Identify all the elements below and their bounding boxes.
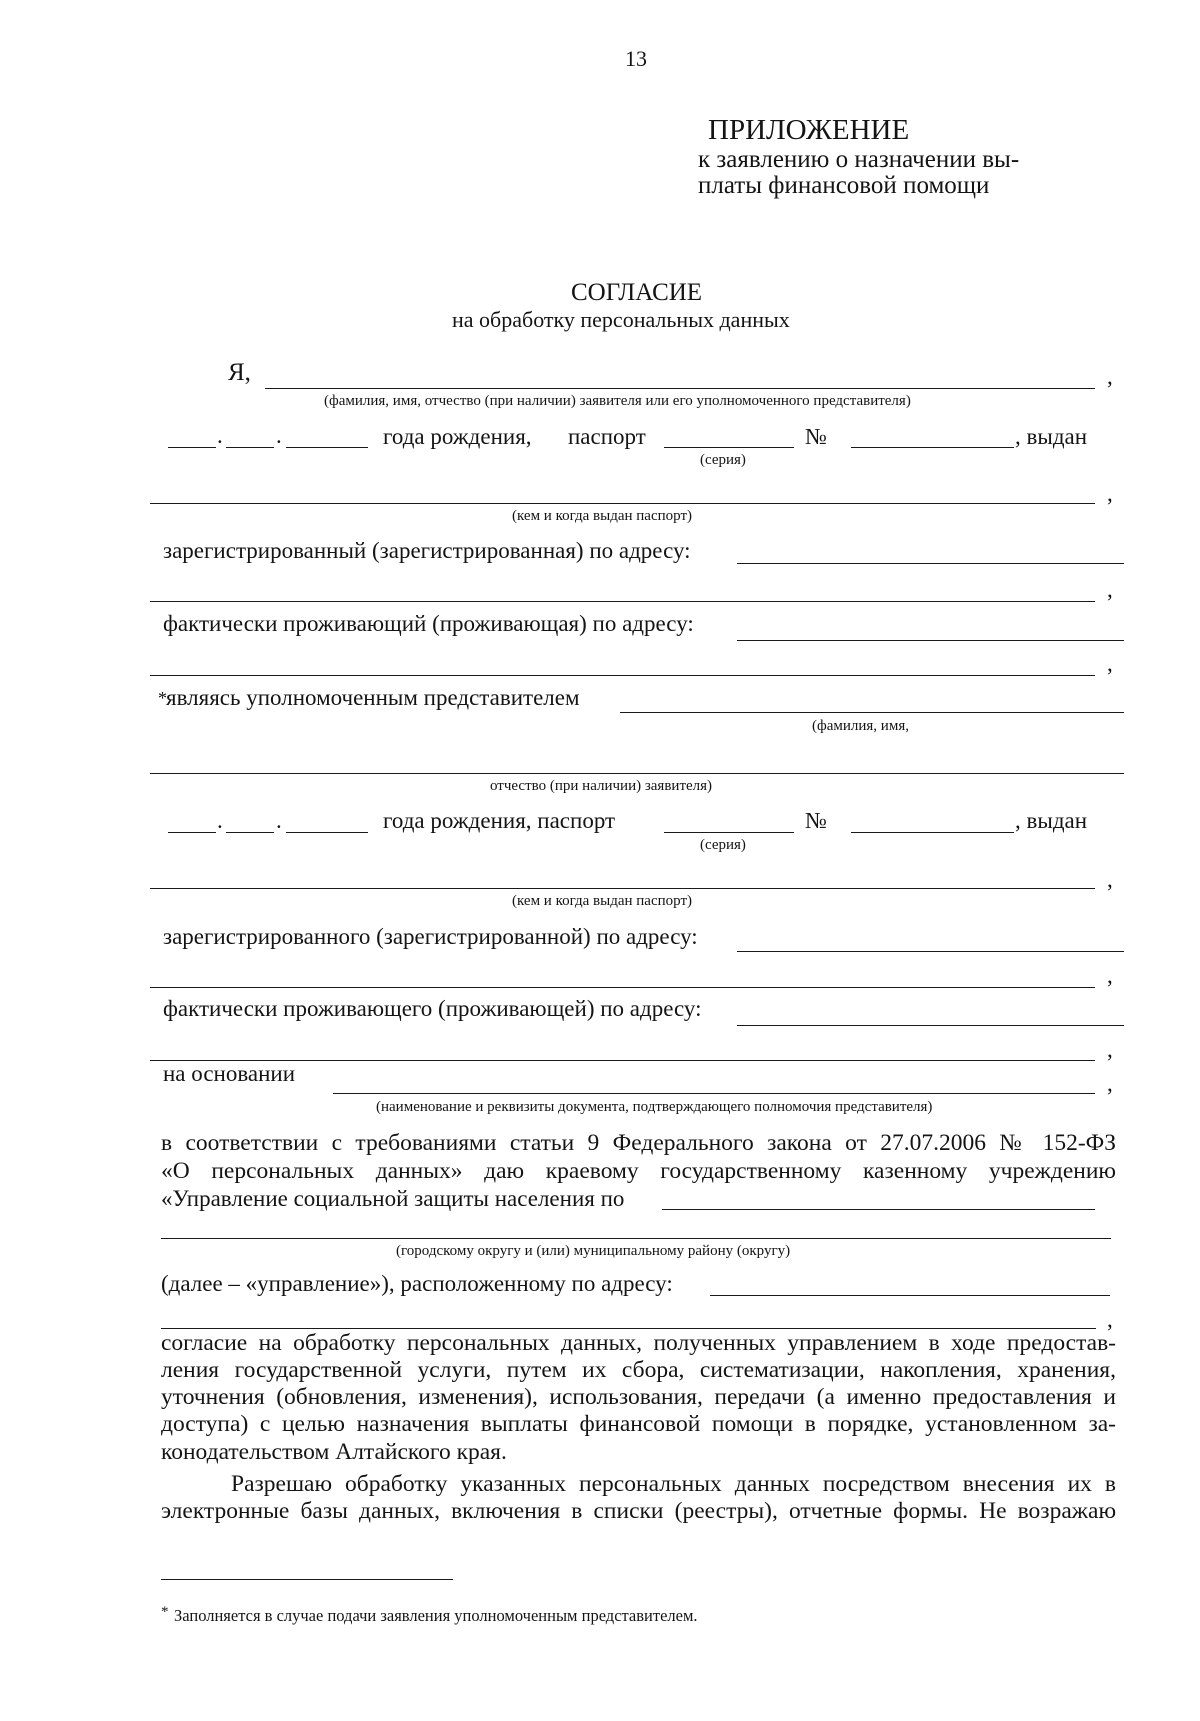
- rep-name-hint-1: (фамилия, имя,: [812, 718, 909, 734]
- body-p2-line2: ления государственной услуги, путем их сбора, систематизации, накопления, хранения,: [161, 1357, 1116, 1383]
- page-number: 13: [625, 46, 647, 71]
- comma: ,: [1107, 867, 1113, 892]
- ya-label: Я,: [228, 359, 251, 386]
- registered-field-2b[interactable]: [150, 987, 1095, 988]
- comma: ,: [1107, 364, 1113, 389]
- address-label: (далее – «управление»), расположенному по адресу:: [161, 1271, 673, 1296]
- district-field-b[interactable]: [161, 1238, 1111, 1239]
- passport-number-field-2[interactable]: [851, 832, 1014, 833]
- comma: ,: [1107, 1071, 1113, 1096]
- body-p2-line5: конодательством Алтайского края.: [161, 1439, 507, 1465]
- registered-label-2: зарегистрированного (зарегистрированной) по адресу:: [163, 924, 698, 949]
- basis-label: на основании: [163, 1061, 296, 1086]
- footnote-text: Заполняется в случае подачи заявления уполномоченным представителем.: [174, 1606, 698, 1625]
- birth-label-1: года рождения,: [383, 424, 532, 449]
- number-sign-1: №: [805, 424, 827, 449]
- actual-label-2: фактически проживающего (проживающей) по адресу:: [163, 996, 702, 1021]
- representative-field-a[interactable]: [620, 712, 1124, 713]
- body-p1-line3: «Управление социальной защиты населения по: [161, 1186, 625, 1211]
- date-dot: .: [276, 808, 282, 833]
- fio-hint: (фамилия, имя, отчество (при наличии) заявителя или его уполномоченного представителя): [324, 393, 911, 409]
- comma: ,: [1107, 1307, 1113, 1332]
- comma: ,: [1107, 481, 1113, 506]
- issued-label-1: , выдан: [1015, 424, 1088, 449]
- body-p1-line1: в соответствии с требованиями статьи 9 Федерального закона от 27.07.2006 № 152-ФЗ: [161, 1130, 1116, 1156]
- body-p2-line3: уточнения (обновления, изменения), использования, передачи (а именно предоставления и: [161, 1384, 1116, 1410]
- issued-hint-1: (кем и когда выдан паспорт): [512, 508, 693, 524]
- passport-series-field-1[interactable]: [664, 447, 794, 448]
- district-field-a[interactable]: [662, 1209, 1095, 1210]
- birth-month-field-2[interactable]: [226, 832, 274, 833]
- comma: ,: [1107, 651, 1113, 676]
- basis-hint: (наименование и реквизиты документа, подтверждающего полномочия представителя): [376, 1099, 933, 1115]
- registered-field-1b[interactable]: [150, 601, 1095, 602]
- footnote-separator: [161, 1579, 453, 1580]
- comma: ,: [1107, 963, 1113, 988]
- actual-field-1a[interactable]: [737, 640, 1124, 641]
- issued-label-2: , выдан: [1015, 808, 1088, 833]
- consent-subtitle: на обработку персональных данных: [452, 307, 790, 332]
- registered-field-2a[interactable]: [737, 951, 1124, 952]
- issued-hint-2: (кем и когда выдан паспорт): [512, 893, 693, 909]
- rep-name-hint-2: отчество (при наличии) заявителя): [490, 778, 713, 794]
- birth-year-field-2[interactable]: [286, 832, 368, 833]
- passport-number-field-1[interactable]: [851, 447, 1014, 448]
- consent-title: СОГЛАСИЕ: [571, 279, 703, 306]
- passport-label-1: паспорт: [568, 424, 646, 449]
- body-p1-line2: «О персональных данных» даю краевому государственному казенному учреждению: [161, 1158, 1116, 1184]
- comma: ,: [1107, 1037, 1113, 1062]
- registered-field-1a[interactable]: [737, 563, 1124, 564]
- footnote-mark: *: [161, 1604, 169, 1620]
- date-dot: .: [276, 423, 282, 448]
- birth-day-field-2[interactable]: [168, 832, 216, 833]
- issued-by-field-2[interactable]: [150, 888, 1095, 889]
- footnote-star: *: [158, 688, 167, 708]
- date-dot: .: [217, 423, 223, 448]
- representative-field-b[interactable]: [150, 773, 1124, 774]
- address-field-b[interactable]: [161, 1328, 1096, 1329]
- registered-label-1: зарегистрированный (зарегистрированная) по адресу:: [163, 538, 691, 563]
- representative-label: являясь уполномоченным представителем: [166, 685, 580, 710]
- district-hint: (городскому округу и (или) муниципальному району (округу): [396, 1243, 791, 1259]
- body-p3-line1: Разрешаю обработку указанных персональных данных посредством внесения их в: [231, 1471, 1116, 1497]
- issued-by-field-1[interactable]: [150, 503, 1095, 504]
- appendix-line-1: к заявлению о назначении вы-: [698, 146, 1020, 173]
- fio-field[interactable]: [265, 388, 1095, 389]
- birth-month-field-1[interactable]: [226, 447, 274, 448]
- date-dot: .: [217, 808, 223, 833]
- body-p3-line2: электронные базы данных, включения в списки (реестры), отчетные формы. Не возражаю: [161, 1498, 1116, 1524]
- body-p2-line1: согласие на обработку персональных данных, полученных управлением в ходе предостав-: [161, 1330, 1116, 1356]
- comma: ,: [1107, 577, 1113, 602]
- series-hint-1: (серия): [700, 452, 746, 468]
- actual-field-1b[interactable]: [150, 675, 1095, 676]
- appendix-title: ПРИЛОЖЕНИЕ: [708, 114, 910, 146]
- birth-year-field-1[interactable]: [286, 447, 368, 448]
- birth-day-field-1[interactable]: [168, 447, 216, 448]
- series-hint-2: (серия): [700, 837, 746, 853]
- birth-passport-label-2: года рождения, паспорт: [383, 808, 616, 833]
- actual-field-2a[interactable]: [737, 1025, 1124, 1026]
- number-sign-2: №: [805, 808, 827, 833]
- actual-label-1: фактически проживающий (проживающая) по адресу:: [163, 611, 694, 636]
- passport-series-field-2[interactable]: [664, 832, 794, 833]
- appendix-line-2: платы финансовой помощи: [698, 172, 990, 199]
- basis-field[interactable]: [333, 1093, 1095, 1094]
- address-field-a[interactable]: [710, 1295, 1110, 1296]
- body-p2-line4: доступа) с целью назначения выплаты финансовой помощи в порядке, установленном за-: [161, 1411, 1116, 1437]
